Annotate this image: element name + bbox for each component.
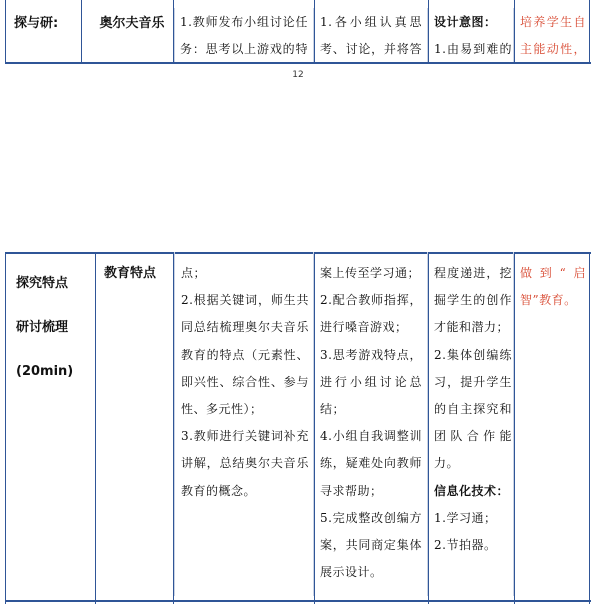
text-line: 3.思考游戏特点， [320,347,422,362]
text-line: 进行嗓音游戏； [320,320,408,335]
grid-line [313,8,314,64]
text-line: 展示设计。 [320,565,383,580]
text-line: 考、讨论，并将答 [320,42,422,57]
grid-line [81,0,82,64]
section-heading: 设计意图： [434,15,497,29]
text-line: 5.完成整改创编方 [320,510,422,525]
text-line: 2.节拍器。 [434,538,497,553]
text-line: 案，共同商定集体 [320,538,422,553]
grid-line [428,252,429,604]
text-line: 1.由易到难的 [434,42,512,57]
design-intent [434,260,512,559]
page-number: 12 [292,70,304,80]
grid-line [428,0,429,64]
text-line: 结； [320,402,346,417]
text-line: 教育的概念。 [181,483,257,498]
text-line: 1.各小组认真思 [320,15,422,29]
text-line: 2.配合教师指挥， [320,293,422,308]
stage-cell [16,262,73,394]
text-line: 性、多元性）； [181,402,263,417]
text-line: 讲解，总结奥尔夫音乐 [181,456,309,471]
text-line: 主能动性， [520,42,586,57]
goal-note [520,260,586,314]
text-line: 做到“启 [520,266,586,280]
text-line: 点； [181,266,207,280]
grid-line [5,0,6,64]
grid-line [589,252,590,604]
topic-cell: 教育特点 [104,266,157,281]
stage-duration: (20min) [16,364,74,379]
table-top-border [5,252,591,254]
stage-title: 探究特点 [16,276,69,291]
text-line: 案上传至学习通； [320,266,421,280]
grid-line [427,8,428,64]
section-heading: 信息化技术： [434,483,510,498]
text-line: 3.教师进行关键词补充 [181,429,309,444]
text-line: 1.学习通； [434,510,497,525]
text-line: 4.小组自我调整训 [320,429,422,444]
text-line: 力。 [434,456,460,471]
text-line: 练，疑难处向教师 [320,456,422,471]
text-line: 2.根据关键词，师生共 [181,293,309,308]
student-activity [320,9,422,63]
text-line: 教育的特点（元素性、 [181,347,309,362]
topic-label: 奥尔夫音乐 [99,16,165,31]
table-bottom-border [5,600,591,602]
grid-line [513,252,514,596]
goal-note [520,9,586,63]
text-line: 团队合作能 [434,429,512,444]
text-line: 2.集体创编练 [434,347,512,362]
grid-line [513,8,514,64]
text-line: 才能和潜力； [434,320,510,335]
text-line: 务：思考以上游戏的特 [180,42,308,57]
stage-label: 探与研: [14,16,59,31]
grid-line [174,8,175,64]
grid-line [174,252,175,596]
text-line: 1.教师发布小组讨论任 [180,15,308,29]
text-line: 智”教育。 [520,293,577,308]
main-table-fragment [0,252,596,604]
grid-line [314,252,315,604]
teacher-activity [180,9,308,63]
text-line: 即兴性、综合性、参与 [181,374,309,389]
text-line: 习，提升学生 [434,374,512,389]
text-line: 掘学生的创作 [434,293,512,308]
grid-line [314,0,315,64]
teacher-activity [181,260,309,505]
text-line: 程度递进，挖 [434,266,512,280]
text-line: 寻求帮助； [320,483,383,498]
grid-line [427,252,428,596]
grid-line [5,252,6,604]
text-line: 进行小组讨论总 [320,374,422,389]
grid-line [95,252,96,604]
grid-line [313,252,314,596]
stage-subtitle: 研讨梳理 [16,320,69,335]
text-line: 培养学生自 [520,15,586,29]
grid-line [514,252,515,604]
text-line: 的自主探究和 [434,402,512,417]
top-table-fragment [0,0,596,64]
design-intent [434,9,512,63]
grid-line [589,0,590,64]
grid-line [514,0,515,64]
student-activity [320,260,422,586]
text-line: 同总结梳理奥尔夫音乐 [181,320,309,335]
